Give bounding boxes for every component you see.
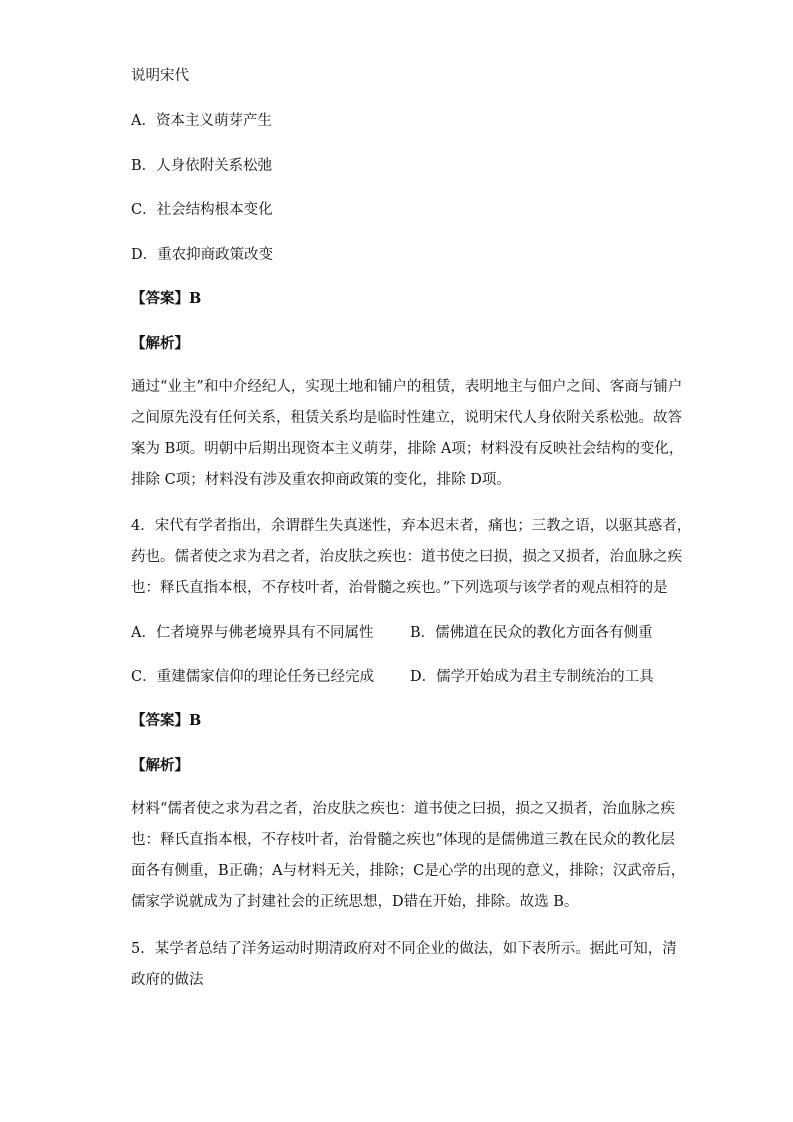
q4-stem-line: 也：释氏直指本根，不存枝叶者，治骨髓之疾也。”下列选项与该学者的观点相符的是: [131, 580, 668, 596]
q5-stem-line: 政府的做法: [131, 972, 204, 988]
q3-stem-tail: 说明宋代: [131, 68, 189, 84]
q3-analysis-line: 案为 B项。明朝中后期出现资本主义萌芽，排除 A项；材料没有反映社会结构的变化，: [131, 441, 684, 457]
q4-analysis-label: 【解析】: [131, 757, 189, 774]
q3-analysis-line: 排除 C项；材料没有涉及重农抑商政策的变化，排除 D项。: [131, 472, 511, 488]
q4-option-d: D．儒学开始成为君主专制统治的工具: [410, 669, 654, 685]
q3-answer: 【答案】B: [131, 290, 202, 307]
q5-stem-line: 5．某学者总结了洋务运动时期清政府对不同企业的做法，如下表所示。据此可知，清: [131, 941, 677, 957]
q4-analysis-line: 也：释氏直指本根，不存枝叶者，治骨髓之疾也”体现的是儒佛道三教在民众的教化层: [131, 832, 675, 848]
q3-analysis-line: 之间原先没有任何关系，租赁关系均是临时性建立，说明宋代人身依附关系松弛。故答: [131, 410, 682, 426]
q4-option-a: A．仁者境界与佛老境界具有不同属性: [131, 625, 374, 641]
q4-analysis-line: 儒家学说就成为了封建社会的正统思想，D错在开始，排除。故选 B。: [131, 894, 579, 910]
q5-stem: [131, 934, 677, 996]
q4-analysis-line: 面各有侧重，B正确；A与材料无关，排除；C是心学的出现的意义，排除；汉武帝后，: [131, 863, 686, 879]
q3-analysis-label: 【解析】: [131, 335, 189, 352]
q3-option-a: A．资本主义萌芽产生: [131, 113, 272, 129]
q4-option-c: C．重建儒家信仰的理论任务已经完成: [131, 669, 375, 685]
q3-analysis-line: 通过“业主”和中介经纪人，实现土地和铺户的租赁，表明地主与佃户之间、客商与铺户: [131, 379, 683, 395]
q3-analysis: [131, 372, 684, 496]
q4-option-b: B．儒佛道在民众的教化方面各有侧重: [410, 625, 653, 641]
q4-answer: 【答案】B: [131, 712, 202, 729]
q4-stem: [131, 511, 692, 604]
q3-option-d: D．重农抑商政策改变: [131, 247, 274, 263]
q4-analysis-line: 材料“儒者使之求为君之者，治皮肤之疾也：道书使之曰损，损之又损者，治血脉之疾: [131, 801, 675, 817]
q3-option-c: C．社会结构根本变化: [131, 202, 273, 218]
q3-option-b: B．人身依附关系松弛: [131, 158, 273, 174]
q4-stem-line: 4．宋代有学者指出，余谓群生失真迷性，弃本迟末者，痛也；三教之语，以驱其惑者，: [131, 518, 692, 534]
q4-stem-line: 药也。儒者使之求为君之者，治皮肤之疾也：道书使之曰损，损之又损者，治血脉之疾: [131, 549, 682, 565]
q4-analysis: [131, 794, 686, 918]
